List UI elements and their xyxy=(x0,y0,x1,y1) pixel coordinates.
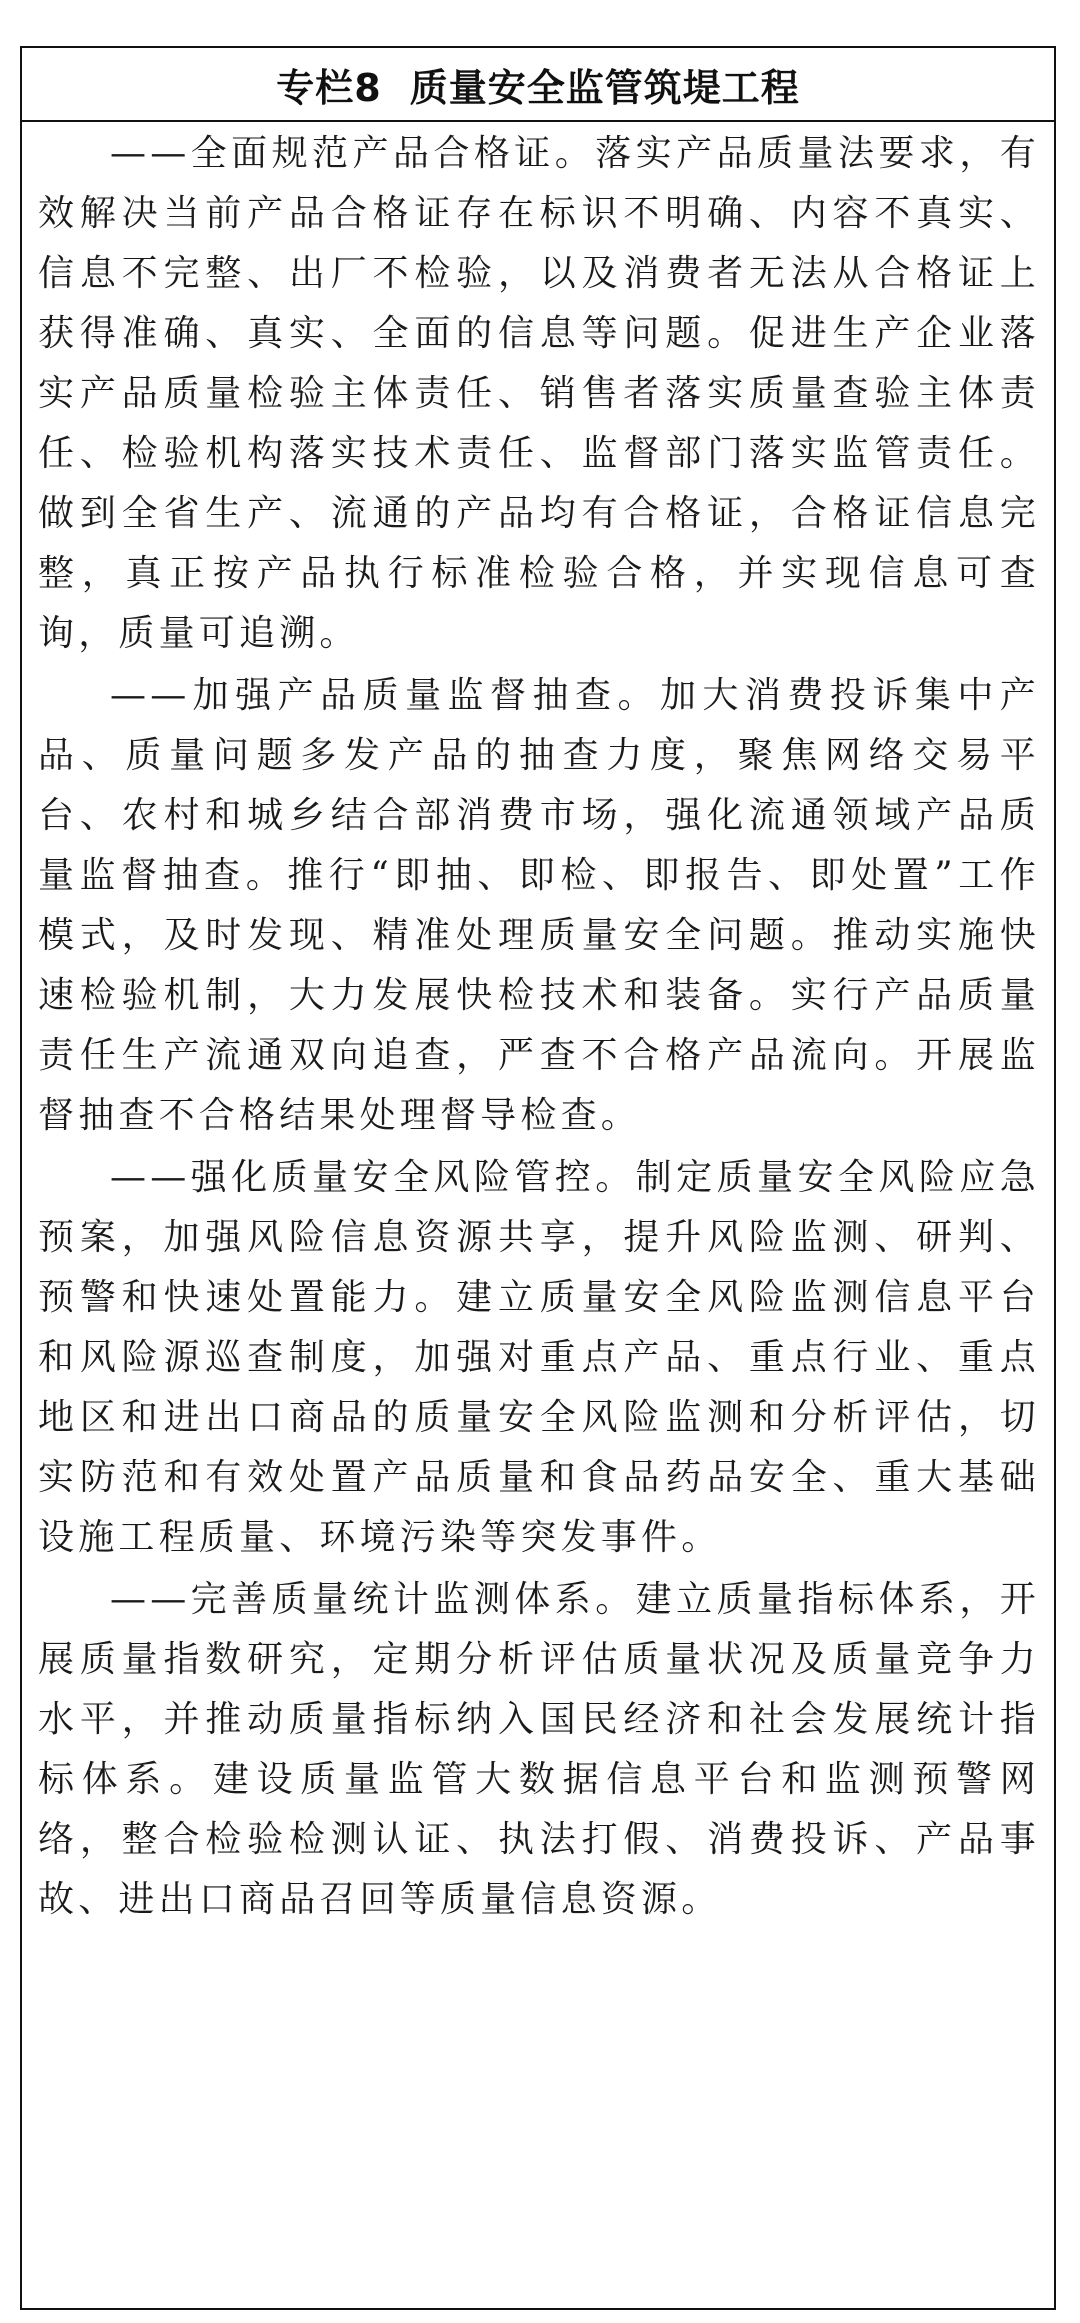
column-title-label: 专栏8 xyxy=(276,65,382,110)
column-title xyxy=(22,48,1054,122)
paragraph-risk-control: ——强化质量安全风险管控。制定质量安全风险应急预案，加强风险信息资源共享，提升风险监测、研判、预警和快速处置能力。建立质量安全风险监测信息平台和风险源巡查制度，加强对重点产品、重点行业、重点地区和进出口商品的质量安全风险监测和分析评估，切实防范和有效处置产品质量和食品药品安全、重大基础设施工程质量、环境污染等突发事件。 xyxy=(38,1157,1040,1558)
paragraph-statistics: ——完善质量统计监测体系。建立质量指标体系，开展质量指数研究，定期分析评估质量状况及质量竞争力水平，并推动质量指标纳入国民经济和社会发展统计指标体系。建设质量监管大数据信息平台和监测预警网络，整合检验检测认证、执法打假、消费投诉、产品事故、进出口商品召回等质量信息资源。 xyxy=(38,1579,1040,1920)
paragraph-spot-check: ——加强产品质量监督抽查。加大消费投诉集中产品、质量问题多发产品的抽查力度，聚焦网络交易平台、农村和城乡结合部消费市场，强化流通领域产品质量监督抽查。推行“即抽、即检、即报告、即处置”工作模式，及时发现、精准处理质量安全问题。推动实施快速检验机制，大力发展快检技术和装备。实行产品质量责任生产流通双向追查，严查不合格产品流向。开展监督抽查不合格结果处理督导检查。 xyxy=(38,675,1040,1136)
paragraph-certificate: ——全面规范产品合格证。落实产品质量法要求，有效解决当前产品合格证存在标识不明确、内容不真实、信息不完整、出厂不检验，以及消费者无法从合格证上获得准确、真实、全面的信息等问题。促进生产企业落实产品质量检验主体责任、销售者落实质量查验主体责任、检验机构落实技术责任、监督部门落实监管责任。做到全省生产、流通的产品均有合格证，合格证信息完整，真正按产品执行标准检验合格，并实现信息可查询，质量可追溯。 xyxy=(38,133,1040,654)
column-box xyxy=(20,46,1056,2310)
column-title-text: 质量安全监管筑堤工程 xyxy=(409,65,800,110)
column-content xyxy=(22,122,1054,1930)
